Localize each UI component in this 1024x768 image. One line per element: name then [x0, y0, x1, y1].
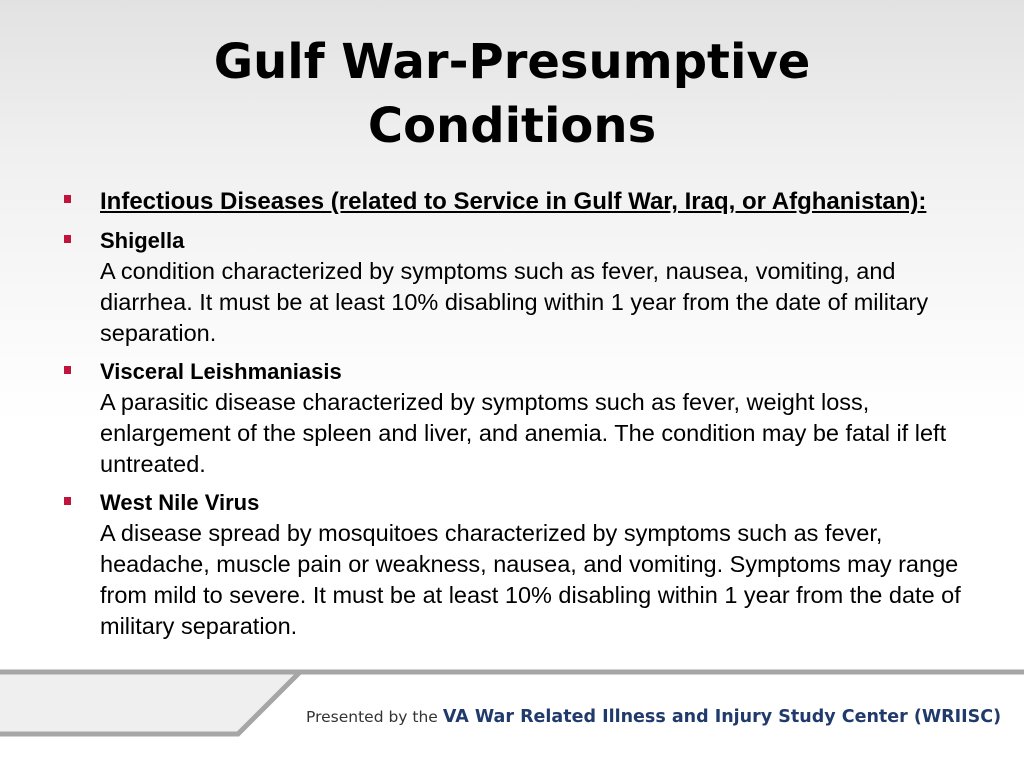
bullet-marker-icon — [64, 366, 71, 374]
slide-title — [0, 30, 1024, 158]
condition-description: A parasitic disease characterized by symptoms such as fever, weight loss, enlargement of the spleen and liver, and anemia. The condition may be fatal if left untreated. — [100, 389, 947, 477]
list-item-shigella — [60, 226, 980, 349]
condition-name: Shigella — [100, 228, 185, 253]
footer-presented-by: Presented by the — [306, 708, 438, 726]
footer-organization: VA War Related Illness and Injury Study Center (WRIISC) — [442, 707, 1002, 727]
slide-title-line-2: Conditions — [367, 98, 657, 154]
bullet-marker-icon — [64, 195, 71, 203]
bullet-marker-icon — [64, 235, 71, 243]
footer-credit — [306, 703, 1006, 730]
bullet-list — [60, 186, 980, 650]
bullet-heading — [60, 186, 980, 218]
list-item-west-nile-virus — [60, 488, 980, 642]
condition-name: Visceral Leishmaniasis — [100, 359, 342, 384]
condition-description: A disease spread by mosquitoes characterized by symptoms such as fever, headache, muscle pain or weakness, nausea, and vomiting. Symptoms may range from mild to severe. It must be at least 10% disabling within 1 year from the date of military separation. — [100, 520, 961, 639]
bullet-marker-icon — [64, 497, 71, 505]
condition-name: West Nile Virus — [100, 490, 260, 515]
section-heading: Infectious Diseases (related to Service in Gulf War, Iraq, or Afghanistan): — [100, 188, 927, 215]
list-item-visceral-leishmaniasis — [60, 357, 980, 480]
condition-description: A condition characterized by symptoms such as fever, nausea, vomiting, and diarrhea. It must be at least 10% disabling within 1 year from the date of military separation. — [100, 258, 929, 346]
slide-title-line-1: Gulf War-Presumptive — [213, 34, 811, 90]
